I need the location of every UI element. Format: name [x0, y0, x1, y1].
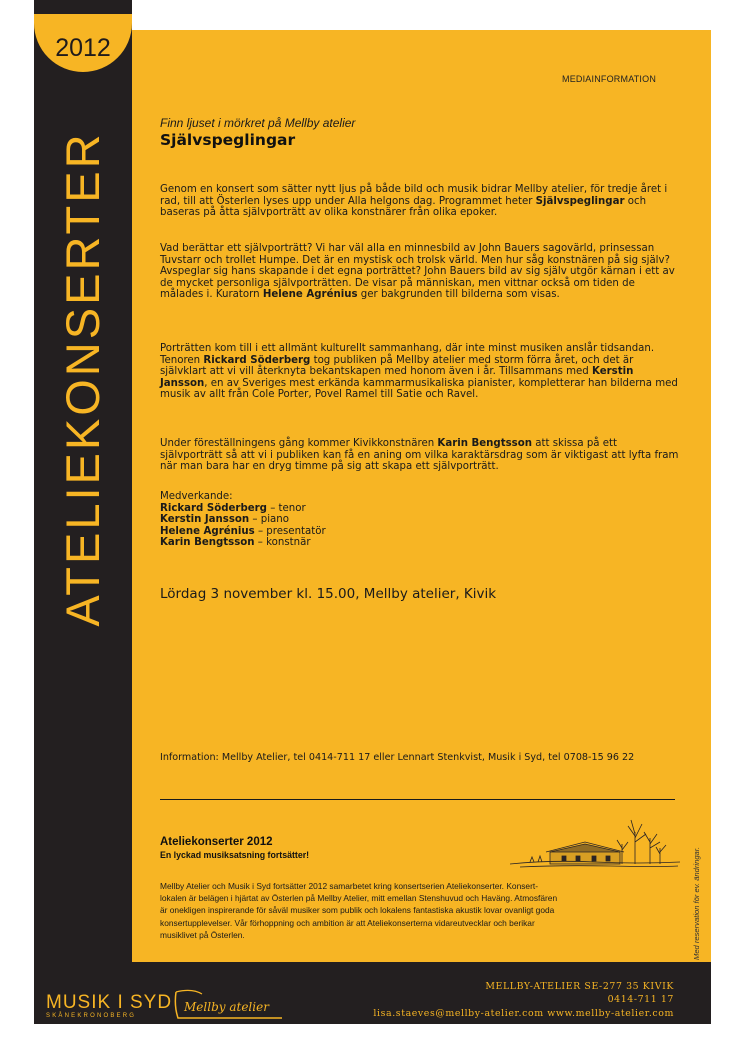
- divider: [160, 799, 675, 800]
- promo-line: musiklivet på Österlen.: [160, 929, 245, 940]
- musik-i-syd-logo-sub: SKÅNEKRONOBERG: [46, 1013, 137, 1019]
- highlighted-name: Självspeglingar: [535, 195, 625, 207]
- credit-name: Kerstin Jansson: [160, 514, 250, 526]
- atelier-logo-text: Mellby atelier: [184, 1000, 269, 1014]
- paragraph-text: ger bakgrunden till bilderna som visas.: [357, 289, 560, 301]
- highlighted-name: Helene Agrénius: [262, 289, 358, 301]
- promo-line: är onekligen inspirerande för såväl musiker som publik och lokalens fantastiska akustik lovar ovanligt goda: [160, 905, 555, 916]
- highlighted-name: Rickard Söderberg: [203, 354, 311, 366]
- promo-line: Mellby Atelier och Musik i Syd fortsätter 2012 samarbetet kring konsertserien Ateliekonserter. Konsert-: [160, 881, 538, 891]
- paragraph-text: Porträtten kom till i ett allmänt kulturellt sammanhang, där inte minst musiken anslår tidsandan. Tenoren: [160, 343, 655, 366]
- landscape-sketch-icon: [510, 812, 680, 870]
- credit-role: – konstnär: [254, 537, 311, 549]
- credit-item: [160, 526, 326, 538]
- credit-item: [160, 514, 326, 526]
- promo-line: lokalen är belägen i hjärtat av Österlen på Mellby Atelier, mitt emellan Stenshuvud och Haväng. Atmosfären: [160, 893, 558, 904]
- credit-name: Helene Agrénius: [160, 525, 255, 537]
- event-line: Lördag 3 november kl. 15.00, Mellby atelier, Kivik: [160, 586, 497, 602]
- paragraph-text: Under föreställningens gång kommer Kivikkonstnären: [160, 438, 438, 449]
- footer-web[interactable]: lisa.staeves@mellby-atelier.com www.mellby-atelier.com: [373, 1008, 674, 1019]
- footer-address: MELLBY-ATELIER SE-277 35 KIVIK: [485, 981, 674, 992]
- promo-line: konsertupplevelser. Vår förhoppning och ambition är att Ateliekonserterna vidareutvecklar och berikar: [160, 917, 535, 928]
- highlighted-name: Karin Bengtsson: [437, 438, 532, 449]
- promo-subtitle: En lyckad musiksatsning fortsätter!: [160, 850, 310, 860]
- credit-role: – presentatör: [254, 525, 326, 537]
- mellby-atelier-logo: [172, 986, 292, 1022]
- promo-title: Ateliekonserter 2012: [160, 836, 273, 848]
- promo-body: [160, 880, 660, 941]
- article-headline: Självspeglingar: [160, 131, 296, 149]
- contact-line: Information: Mellby Atelier, tel 0414-711 17 eller Lennart Stenkvist, Musik i Syd, tel 0708-15 96 22: [160, 752, 635, 763]
- article-paragraph: [160, 438, 680, 473]
- musik-i-syd-logo: MUSIK I SYD: [46, 992, 173, 1013]
- credit-name: Rickard Söderberg: [160, 502, 267, 514]
- credits-heading: Medverkande:: [160, 491, 233, 502]
- credit-role: – tenor: [266, 502, 306, 514]
- highlighted-name: Kerstin Jansson: [160, 366, 634, 389]
- paragraph-text: och baseras på åtta självporträtt av olika konstnärer från olika epoker.: [160, 195, 647, 219]
- year-label: 2012: [55, 34, 111, 62]
- credit-item: [160, 537, 326, 549]
- credit-name: Karin Bengtsson: [160, 537, 255, 549]
- article-paragraph: [160, 184, 680, 219]
- credits-list: [160, 491, 326, 549]
- paragraph-text: , en av Sveriges mest erkända kammarmusikaliska pianister, kompletterar han bilderna med musik av allt från Cole Porter, Povel Ramel till Satie och Ravel.: [160, 377, 678, 401]
- reservation-note: Med reservation för ev. ändringar.: [692, 846, 701, 960]
- paragraph-text: Genom en konsert som sätter nytt ljus på både bild och musik bidrar Mellby atelier, för tredje året i rad, till att Österlen lyses upp under Alla helgons dag. Programmet heter: [160, 184, 668, 207]
- vertical-title: ATELIEKONSERTER: [56, 131, 109, 627]
- article-kicker: Finn ljuset i mörkret på Mellby atelier: [160, 116, 356, 130]
- paragraph-text: att skissa på ett självporträtt så att vi i publiken kan få en aning om vilka karaktärsdrag som är viktigast att lyfta fram när man bara har en dryg timme på sig att skapa ett självporträtt.: [160, 438, 679, 473]
- credit-role: – piano: [249, 514, 289, 526]
- paragraph-text: tog publiken på Mellby atelier med storm förra året, och det är självklart att vi vill återknyta bekantskapen med honom även i år. Tillsammans med: [160, 354, 634, 378]
- credit-item: [160, 503, 326, 515]
- paragraph-text: Vad berättar ett självporträtt? Vi har väl alla en minnesbild av John Bauers sagovärld, prinsessan Tuvstarr och trollet Humpe. Det är en mystisk och trolsk värld. Men hur såg konstnären på sig själv? Avspeglar sig hans skapande i det egna porträttet? John Bauers bild av sig själv utgör kärnan i ett av de mycket personliga självporträtten. De visar på människan, men vittnar också om tiden de målades i. Kuratorn: [160, 243, 675, 301]
- article-paragraph: [160, 243, 680, 301]
- article-paragraph: [160, 343, 680, 401]
- footer-phone: 0414-711 17: [607, 994, 674, 1005]
- mediainfo-label: MEDIAINFORMATION: [562, 74, 657, 84]
